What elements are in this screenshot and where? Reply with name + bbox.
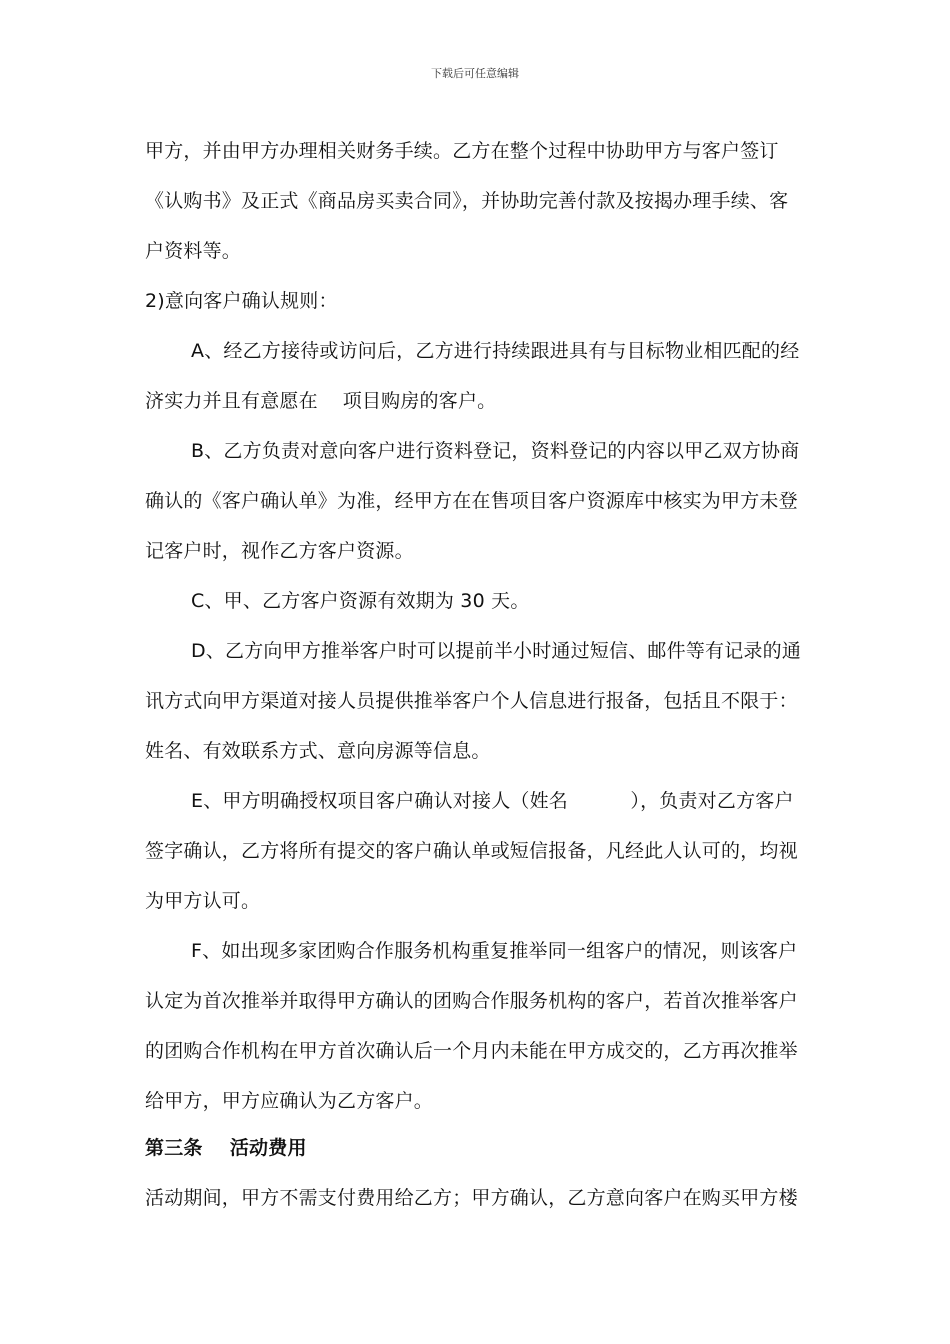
paragraph-line: 活动期间，甲方不需支付费用给乙方；甲方确认，乙方意向客户在购买甲方楼 [145,1187,798,1209]
paragraph-line: 给甲方，甲方应确认为乙方客户。 [145,1090,434,1112]
paragraph-line: 户资料等。 [145,240,242,262]
article-heading: 第三条 活动费用 [145,1137,307,1159]
paragraph-line: 姓名、有效联系方式、意向房源等信息。 [145,740,491,762]
paragraph-line: 济实力并且有意愿在 项目购房的客户。 [145,390,497,412]
paragraph-line: 为甲方认可。 [145,890,261,912]
paragraph-line: 签字确认，乙方将所有提交的客户确认单或短信报备，凡经此人认可的，均视 [145,840,798,862]
paragraph-line: 的团购合作机构在甲方首次确认后一个月内未能在甲方成交的，乙方再次推举 [145,1040,798,1062]
section-subheading: 2)意向客户确认规则： [145,290,338,312]
rule-item-b: B、乙方负责对意向客户进行资料登记，资料登记的内容以甲乙双方协商 [191,440,800,462]
paragraph-line: 《认购书》及正式《商品房买卖合同》，并协助完善付款及按揭办理手续、客 [145,190,789,212]
rule-item-f: F、如出现多家团购合作服务机构重复推举同一组客户的情况，则该客户 [191,940,798,962]
page-header: 下载后可任意编辑 [431,67,519,80]
rule-item-d: D、乙方向甲方推举客户时可以提前半小时通过短信、邮件等有记录的通 [191,640,802,662]
paragraph-line: 认定为首次推举并取得甲方确认的团购合作服务机构的客户，若首次推举客户 [145,990,798,1012]
paragraph-line: 确认的《客户确认单》为准，经甲方在在售项目客户资源库中核实为甲方未登 [145,490,798,512]
rule-item-c: C、甲、乙方客户资源有效期为 30 天。 [191,590,530,612]
rule-item-a: A、经乙方接待或访问后，乙方进行持续跟进具有与目标物业相匹配的经 [191,340,800,362]
paragraph-line: 记客户时，视作乙方客户资源。 [145,540,414,562]
paragraph-line: 甲方，并由甲方办理相关财务手续。乙方在整个过程中协助甲方与客户签订 [145,140,779,162]
rule-item-e: E、甲方明确授权项目客户确认对接人（姓名 ），负责对乙方客户 [191,790,794,812]
paragraph-line: 讯方式向甲方渠道对接人员提供推举客户个人信息进行报备，包括且不限于： [145,690,798,712]
